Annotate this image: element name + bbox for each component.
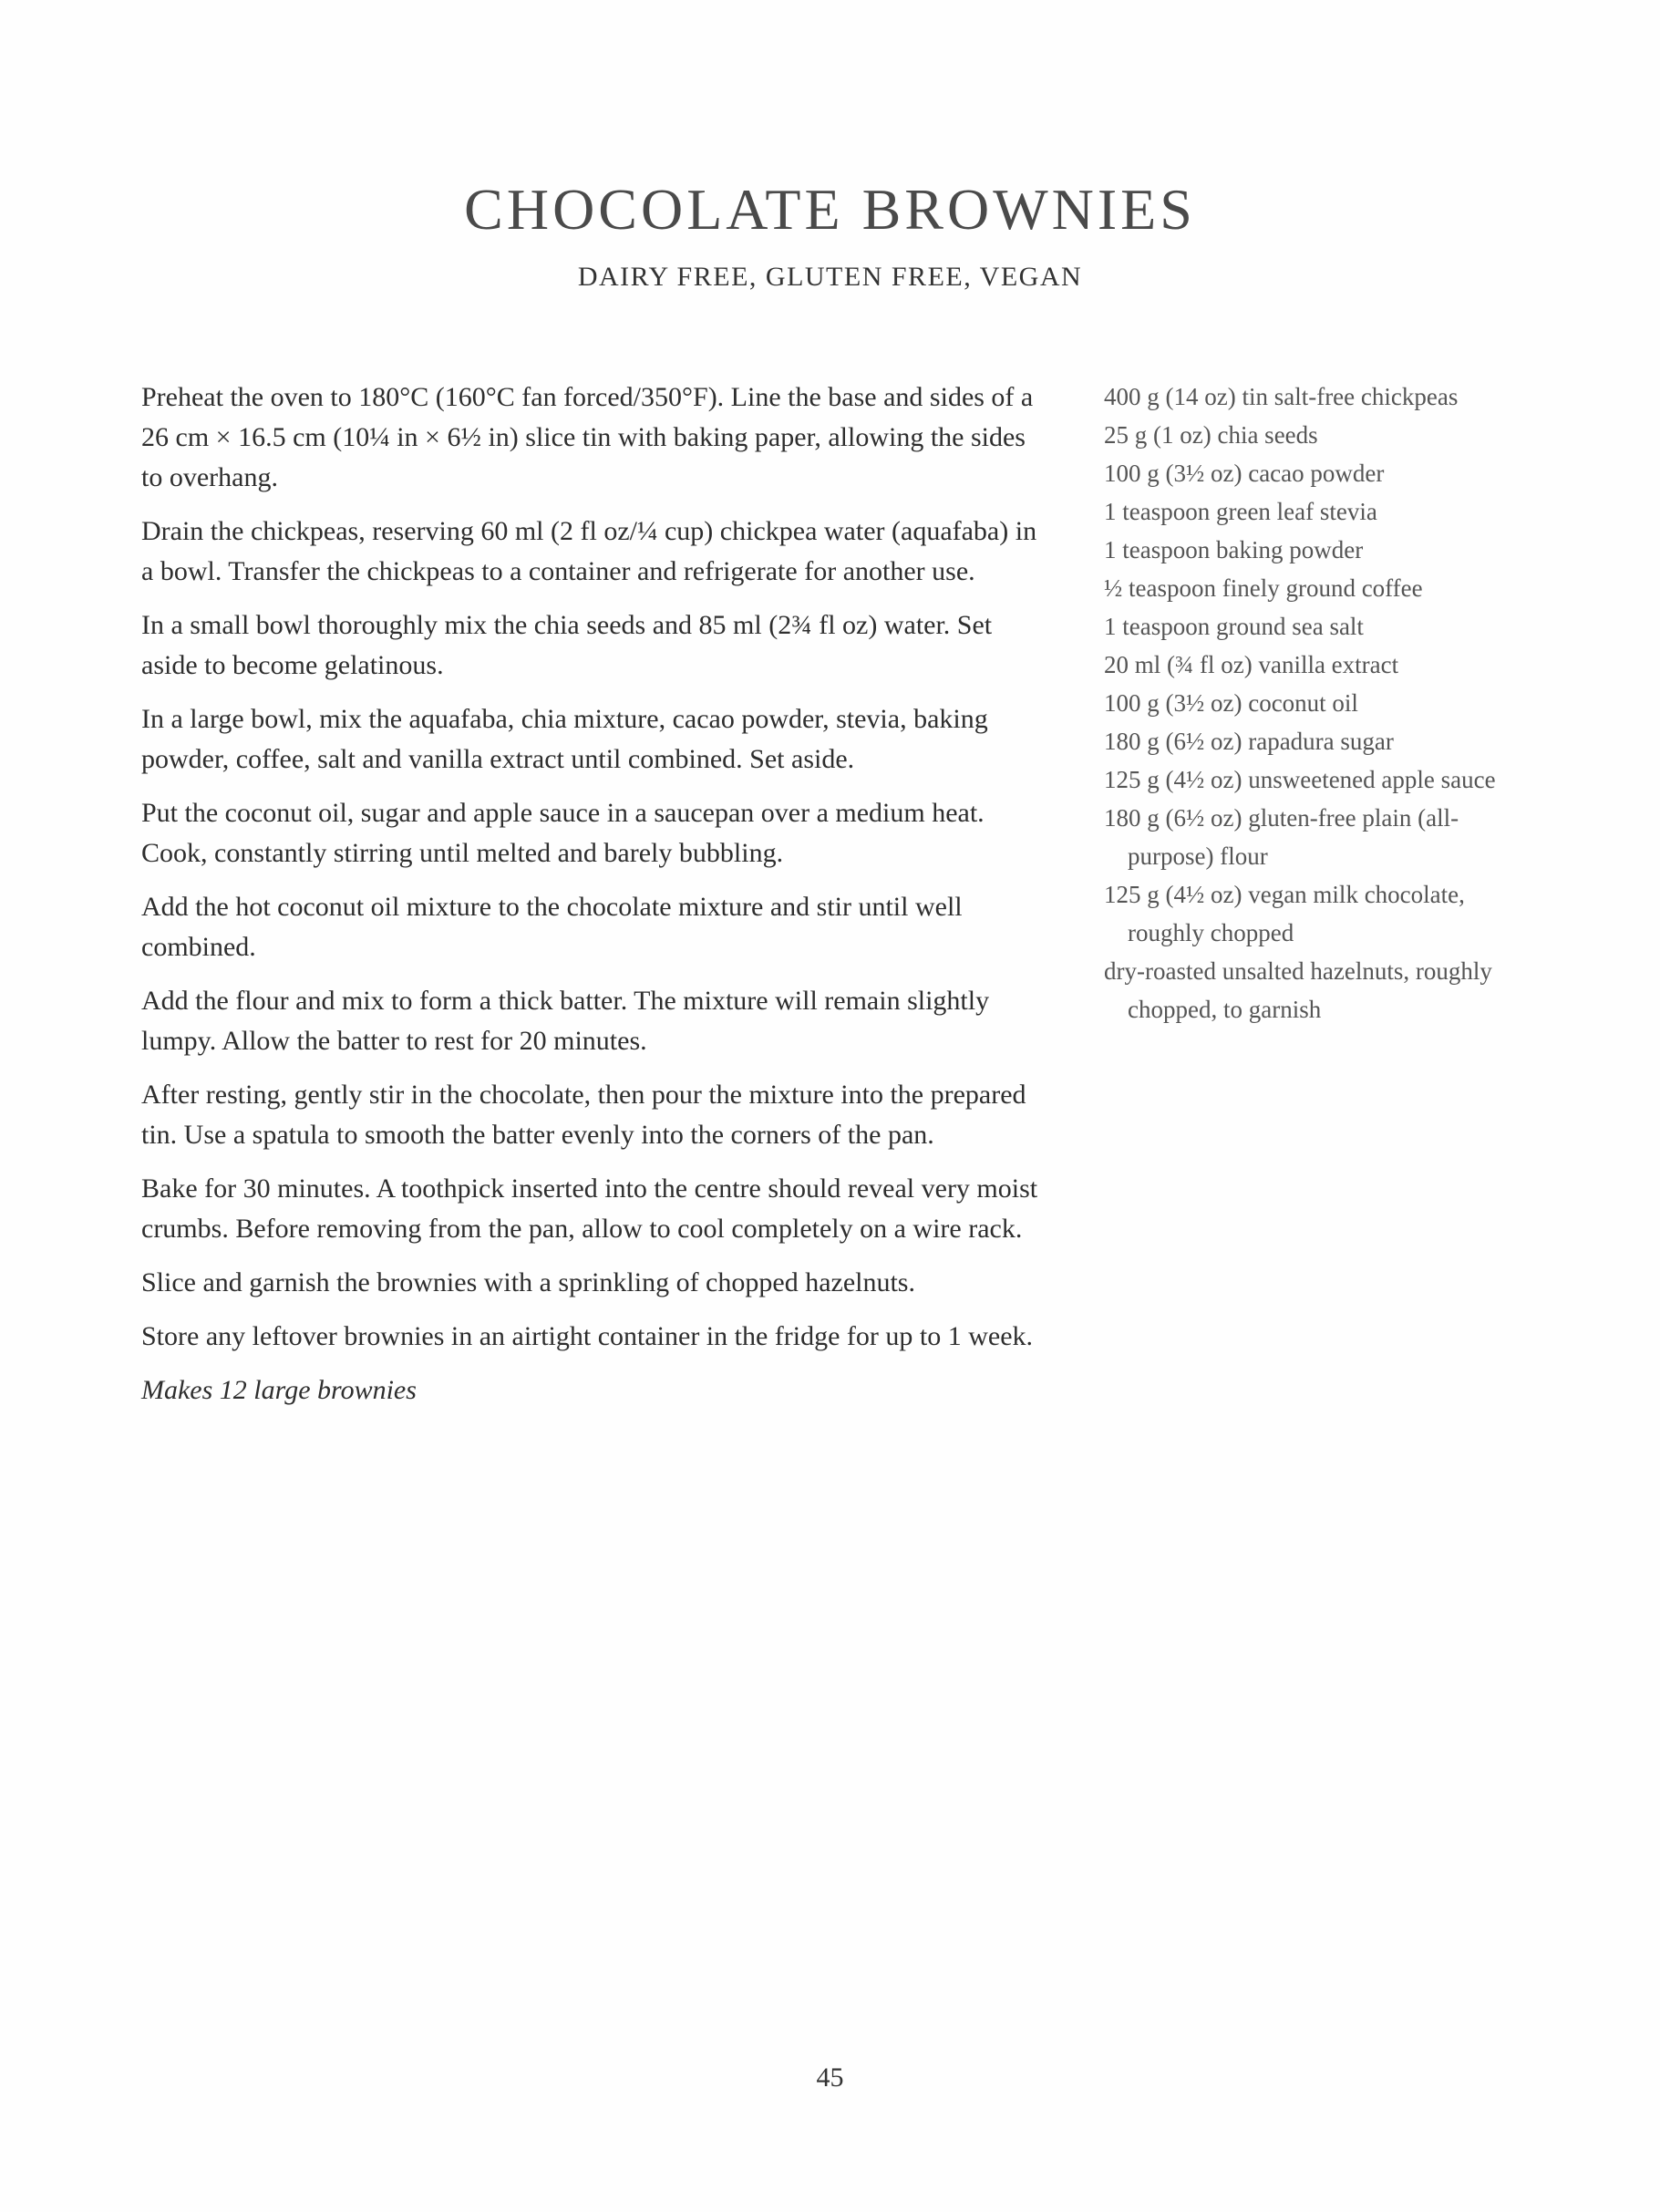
recipe-subtitle: DAIRY FREE, GLUTEN FREE, VEGAN — [577, 262, 1083, 292]
ingredient-item: ½ teaspoon finely ground coffee — [1104, 574, 1423, 602]
ingredient-item: 180 g (6½ oz) gluten-free plain (all-purpose) flour — [1104, 804, 1459, 870]
ingredient-item: 400 g (14 oz) tin salt-free chickpeas — [1104, 383, 1459, 410]
ingredients-list — [1104, 377, 1532, 1028]
ingredient-item: 100 g (3½ oz) cacao powder — [1104, 460, 1385, 487]
ingredient-item: 1 teaspoon green leaf stevia — [1104, 498, 1377, 525]
ingredient-item: 1 teaspoon ground sea salt — [1104, 613, 1364, 640]
method-step: In a large bowl, mix the aquafaba, chia mixture, cacao powder, stevia, baking powder, coffee, salt and vanilla extract until combined. Set aside. — [141, 704, 988, 774]
ingredient-item: 25 g (1 oz) chia seeds — [1104, 421, 1318, 449]
ingredient-item: 100 g (3½ oz) coconut oil — [1104, 689, 1358, 717]
ingredient-item: 180 g (6½ oz) rapadura sugar — [1104, 728, 1394, 755]
ingredient-item: 20 ml (¾ fl oz) vanilla extract — [1104, 651, 1399, 678]
method-section — [141, 377, 1053, 1424]
recipe-title: CHOCOLATE BROWNIES — [464, 177, 1196, 242]
recipe-yield: Makes 12 large brownies — [141, 1375, 417, 1405]
method-step: Drain the chickpeas, reserving 60 ml (2 fl oz/¼ cup) chickpea water (aquafaba) in a bowl. Transfer the chickpeas to a container and refrigerate for another use. — [141, 516, 1037, 586]
ingredient-item: 1 teaspoon baking powder — [1104, 536, 1364, 563]
page-number: 45 — [816, 2062, 844, 2093]
method-step: Put the coconut oil, sugar and apple sauce in a saucepan over a medium heat. Cook, constantly stirring until melted and barely bubbling. — [141, 798, 985, 868]
method-step: In a small bowl thoroughly mix the chia seeds and 85 ml (2¾ fl oz) water. Set aside to become gelatinous. — [141, 610, 993, 680]
method-step: After resting, gently stir in the chocolate, then pour the mixture into the prepared tin. Use a spatula to smooth the batter evenly into the corners of the pan. — [141, 1080, 1026, 1150]
method-step: Bake for 30 minutes. A toothpick inserted into the centre should reveal very moist crumbs. Before removing from the pan, allow to cool completely on a wire rack. — [141, 1173, 1038, 1244]
ingredient-item: 125 g (4½ oz) vegan milk chocolate, roughly chopped — [1104, 881, 1465, 946]
method-step: Add the hot coconut oil mixture to the chocolate mixture and stir until well combined. — [141, 892, 963, 962]
ingredient-item: dry-roasted unsalted hazelnuts, roughly chopped, to garnish — [1104, 957, 1492, 1023]
ingredient-item: 125 g (4½ oz) unsweetened apple sauce — [1104, 766, 1496, 793]
method-step: Add the flour and mix to form a thick batter. The mixture will remain slightly lumpy. Allow the batter to rest for 20 minutes. — [141, 986, 990, 1056]
method-step: Preheat the oven to 180°C (160°C fan forced/350°F). Line the base and sides of a 26 cm × 16.5 cm (10¼ in × 6½ in) slice tin with baking paper, allowing the sides to overhang. — [141, 382, 1034, 492]
method-step: Store any leftover brownies in an airtight container in the fridge for up to 1 week. — [141, 1321, 1034, 1351]
method-step: Slice and garnish the brownies with a sprinkling of chopped hazelnuts. — [141, 1267, 915, 1297]
